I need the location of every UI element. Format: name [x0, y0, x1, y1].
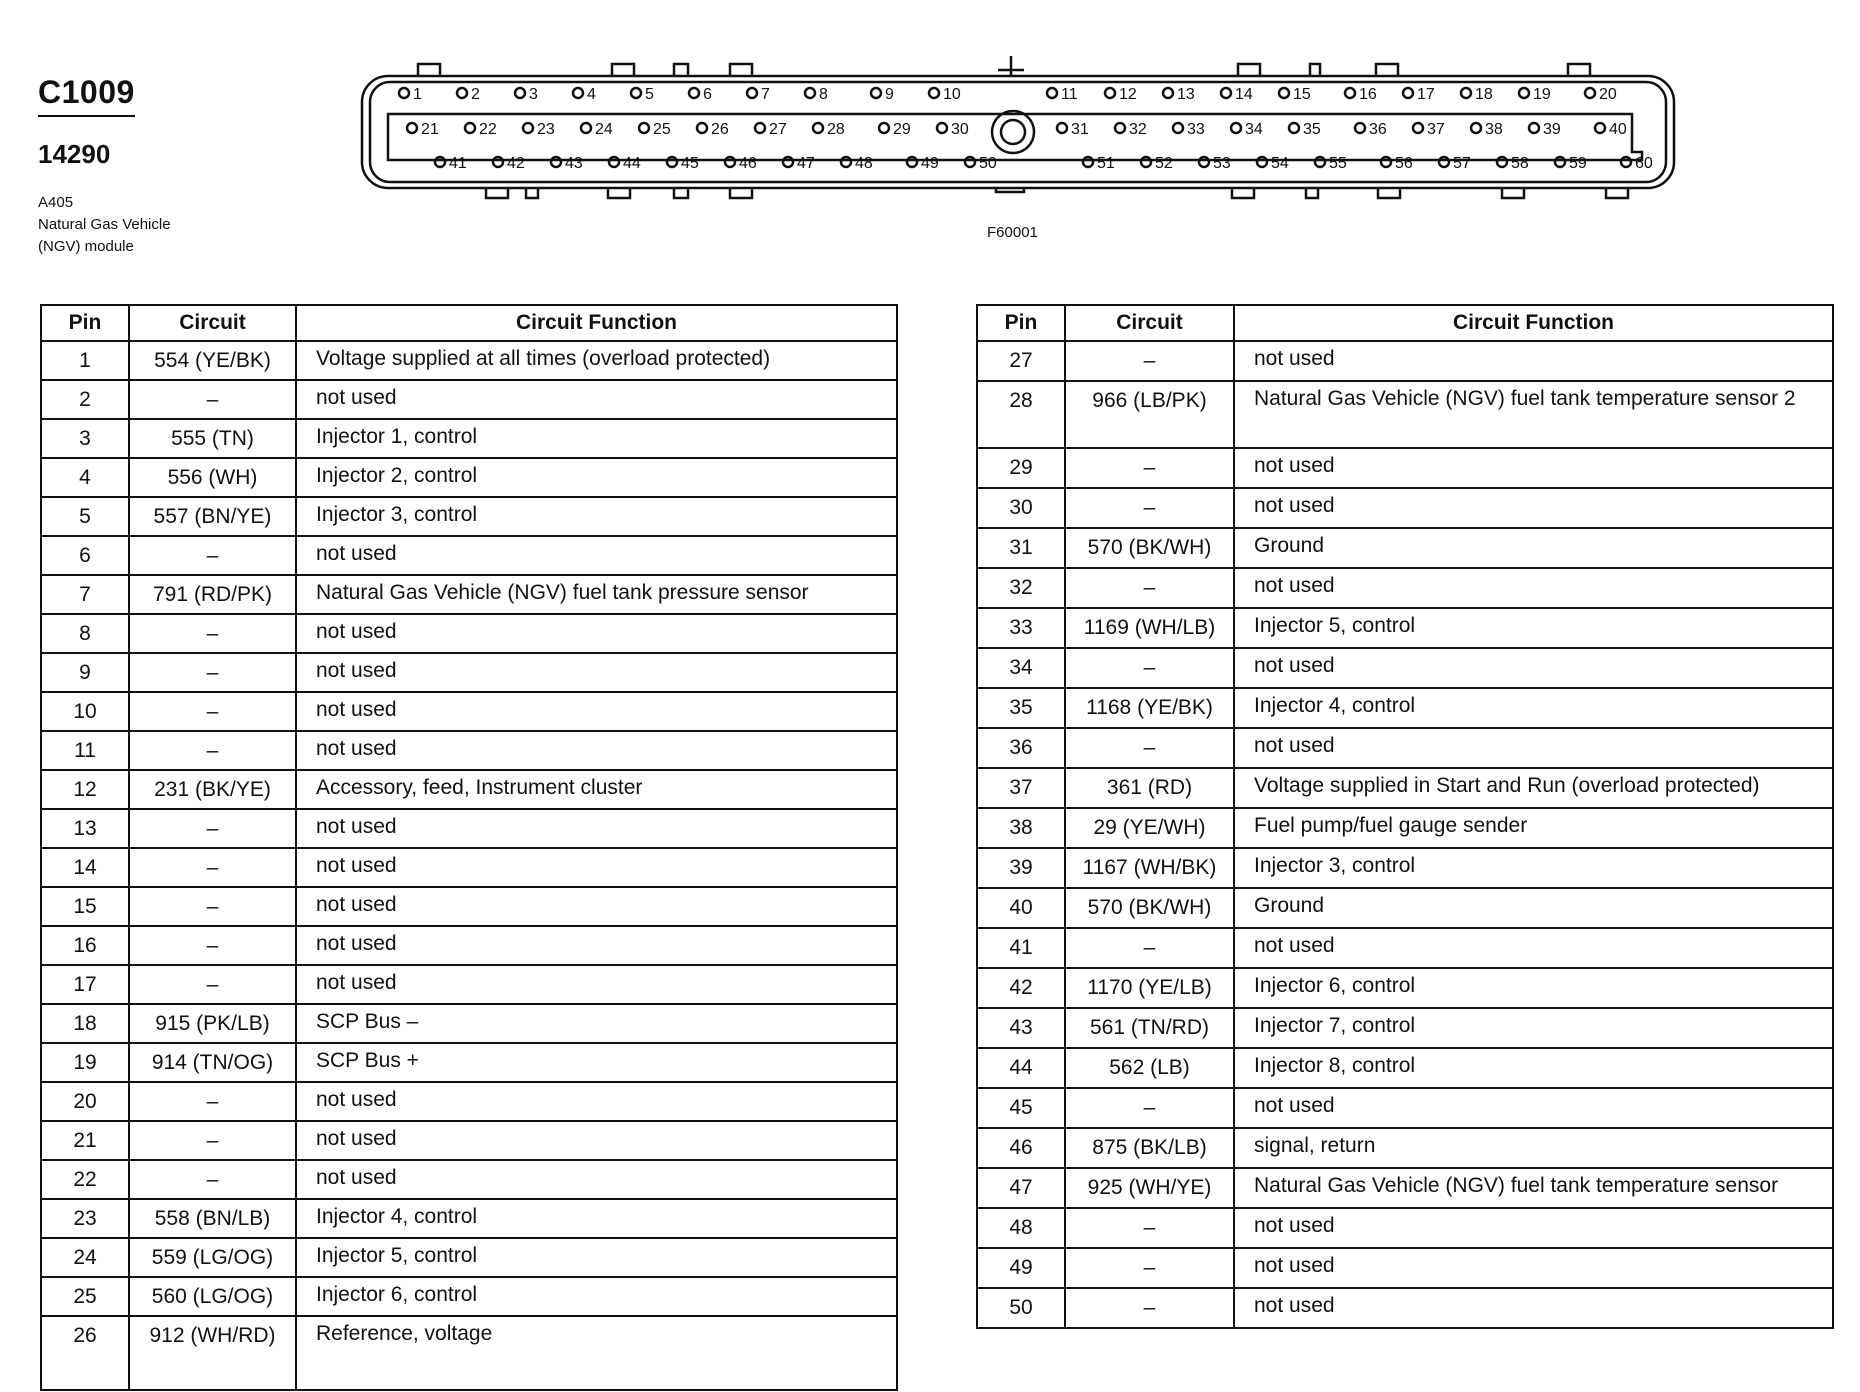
pin-label: 25	[653, 121, 671, 138]
pin-cell: 21	[41, 1121, 129, 1160]
table-row	[41, 497, 897, 536]
pin-label: 14	[1235, 86, 1253, 103]
function-column-header: Circuit Function	[296, 305, 897, 341]
table-row	[41, 653, 897, 692]
function-cell: not used	[1234, 648, 1833, 688]
table-row	[41, 848, 897, 887]
circuit-cell: –	[1065, 648, 1234, 688]
pin-cell: 6	[41, 536, 129, 575]
circuit-cell: –	[129, 536, 296, 575]
pin-cell: 41	[977, 928, 1065, 968]
header-row	[977, 305, 1833, 341]
pin-label: 10	[943, 86, 961, 103]
pin-cell: 17	[41, 965, 129, 1004]
table-row	[41, 380, 897, 419]
table-row	[977, 1208, 1833, 1248]
pin-cell: 19	[41, 1043, 129, 1082]
pin-cell: 20	[41, 1082, 129, 1121]
circuit-cell: 554 (YE/BK)	[129, 341, 296, 380]
pin-column-header: Pin	[977, 305, 1065, 341]
pin-label: 48	[855, 155, 873, 172]
table-row	[977, 688, 1833, 728]
pin-cell: 2	[41, 380, 129, 419]
pin-label: 42	[507, 155, 525, 172]
table-row	[41, 770, 897, 809]
pin-label: 32	[1129, 121, 1147, 138]
pin-label: 56	[1395, 155, 1413, 172]
function-cell: Fuel pump/fuel gauge sender	[1234, 808, 1833, 848]
pin-cell: 11	[41, 731, 129, 770]
table-row	[977, 888, 1833, 928]
pin-label: 52	[1155, 155, 1173, 172]
table-row	[41, 536, 897, 575]
circuit-cell: 561 (TN/RD)	[1065, 1008, 1234, 1048]
table-row	[977, 488, 1833, 528]
pin-cell: 13	[41, 809, 129, 848]
function-cell: not used	[1234, 488, 1833, 528]
table-row	[41, 731, 897, 770]
pin-cell: 39	[977, 848, 1065, 888]
function-cell: not used	[296, 1160, 897, 1199]
pin-cell: 22	[41, 1160, 129, 1199]
function-cell: signal, return	[1234, 1128, 1833, 1168]
pin-cell: 16	[41, 926, 129, 965]
pin-label: 21	[421, 121, 439, 138]
pin-label: 47	[797, 155, 815, 172]
function-cell: not used	[296, 887, 897, 926]
function-cell: Accessory, feed, Instrument cluster	[296, 770, 897, 809]
function-cell: Natural Gas Vehicle (NGV) fuel tank temperature sensor	[1234, 1168, 1833, 1208]
circuit-cell: –	[1065, 488, 1234, 528]
pin-cell: 37	[977, 768, 1065, 808]
table-row	[977, 1008, 1833, 1048]
table-row	[41, 1004, 897, 1043]
table-row	[977, 928, 1833, 968]
pin-label: 30	[951, 121, 969, 138]
pin-label: 16	[1359, 86, 1377, 103]
circuit-cell: –	[129, 887, 296, 926]
pin-cell: 27	[977, 341, 1065, 381]
table-row	[41, 1043, 897, 1082]
circuit-cell: –	[1065, 448, 1234, 488]
circuit-cell: –	[129, 848, 296, 887]
pin-label: 38	[1485, 121, 1503, 138]
pin-label: 2	[471, 86, 480, 103]
function-cell: not used	[1234, 1088, 1833, 1128]
function-cell: Ground	[1234, 528, 1833, 568]
table-row	[41, 1238, 897, 1277]
pin-cell: 35	[977, 688, 1065, 728]
circuit-cell: 875 (BK/LB)	[1065, 1128, 1234, 1168]
pin-label: 37	[1427, 121, 1445, 138]
table-row	[41, 926, 897, 965]
circuit-cell: –	[1065, 1288, 1234, 1328]
table-row	[977, 968, 1833, 1008]
circuit-cell: 361 (RD)	[1065, 768, 1234, 808]
pinout-table-right	[976, 304, 1834, 1329]
pin-cell: 15	[41, 887, 129, 926]
table-row	[977, 728, 1833, 768]
table-row	[41, 965, 897, 1004]
figure-code: F60001	[987, 224, 1038, 241]
pin-cell: 28	[977, 381, 1065, 448]
pin-label: 20	[1599, 86, 1617, 103]
circuit-cell: 925 (WH/YE)	[1065, 1168, 1234, 1208]
pin-cell: 42	[977, 968, 1065, 1008]
pin-cell: 18	[41, 1004, 129, 1043]
function-cell: Injector 7, control	[1234, 1008, 1833, 1048]
table-row	[41, 575, 897, 614]
function-cell: not used	[296, 653, 897, 692]
circuit-cell: 1169 (WH/LB)	[1065, 608, 1234, 648]
function-cell: not used	[296, 536, 897, 575]
function-cell: SCP Bus –	[296, 1004, 897, 1043]
function-cell: Injector 6, control	[1234, 968, 1833, 1008]
pin-cell: 3	[41, 419, 129, 458]
part-number: 14290	[38, 139, 111, 169]
circuit-cell: 29 (YE/WH)	[1065, 808, 1234, 848]
table-row	[41, 458, 897, 497]
connector-diagram	[0, 0, 1860, 260]
pin-label: 49	[921, 155, 939, 172]
pin-cell: 9	[41, 653, 129, 692]
pin-cell: 26	[41, 1316, 129, 1390]
circuit-cell: 915 (PK/LB)	[129, 1004, 296, 1043]
pin-cell: 38	[977, 808, 1065, 848]
pin-label: 50	[979, 155, 997, 172]
pin-label: 39	[1543, 121, 1561, 138]
pin-cell: 5	[41, 497, 129, 536]
pin-label: 59	[1569, 155, 1587, 172]
function-cell: Ground	[1234, 888, 1833, 928]
function-cell: not used	[1234, 341, 1833, 381]
circuit-cell: –	[129, 1121, 296, 1160]
circuit-cell: –	[1065, 1088, 1234, 1128]
circuit-cell: 562 (LB)	[1065, 1048, 1234, 1088]
circuit-cell: –	[1065, 341, 1234, 381]
table-row	[41, 1199, 897, 1238]
pin-label: 51	[1097, 155, 1115, 172]
function-cell: not used	[296, 692, 897, 731]
circuit-cell: –	[129, 1082, 296, 1121]
module-name: Natural Gas Vehicle (NGV) module	[38, 216, 171, 255]
function-cell: not used	[296, 965, 897, 1004]
pin-label: 12	[1119, 86, 1137, 103]
circuit-cell: 231 (BK/YE)	[129, 770, 296, 809]
circuit-cell: –	[129, 965, 296, 1004]
function-cell: Injector 3, control	[1234, 848, 1833, 888]
circuit-cell: –	[129, 926, 296, 965]
pin-label: 53	[1213, 155, 1231, 172]
circuit-cell: –	[129, 731, 296, 770]
header-row	[41, 305, 897, 341]
pin-column-header: Pin	[41, 305, 129, 341]
circuit-cell: 555 (TN)	[129, 419, 296, 458]
pin-label: 13	[1177, 86, 1195, 103]
circuit-cell: –	[129, 380, 296, 419]
function-cell: not used	[1234, 1288, 1833, 1328]
table-row	[41, 692, 897, 731]
table-row	[977, 568, 1833, 608]
function-cell: Injector 1, control	[296, 419, 897, 458]
pin-label: 5	[645, 86, 654, 103]
function-cell: not used	[1234, 928, 1833, 968]
table-row	[977, 1088, 1833, 1128]
pin-label: 33	[1187, 121, 1205, 138]
function-cell: not used	[296, 809, 897, 848]
pin-label: 43	[565, 155, 583, 172]
pin-label: 4	[587, 86, 596, 103]
pin-cell: 8	[41, 614, 129, 653]
function-cell: not used	[296, 1121, 897, 1160]
pin-cell: 12	[41, 770, 129, 809]
pin-cell: 24	[41, 1238, 129, 1277]
pin-cell: 10	[41, 692, 129, 731]
circuit-cell: 557 (BN/YE)	[129, 497, 296, 536]
circuit-cell: –	[1065, 1248, 1234, 1288]
table-row	[977, 1248, 1833, 1288]
circuit-cell: 966 (LB/PK)	[1065, 381, 1234, 448]
pin-label: 23	[537, 121, 555, 138]
pin-cell: 40	[977, 888, 1065, 928]
pin-cell: 46	[977, 1128, 1065, 1168]
circuit-cell: 556 (WH)	[129, 458, 296, 497]
pin-cell: 47	[977, 1168, 1065, 1208]
function-cell: not used	[1234, 728, 1833, 768]
circuit-column-header: Circuit	[129, 305, 296, 341]
pin-label: 57	[1453, 155, 1471, 172]
pin-label: 46	[739, 155, 757, 172]
pin-label: 27	[769, 121, 787, 138]
pin-cell: 34	[977, 648, 1065, 688]
function-cell: SCP Bus +	[296, 1043, 897, 1082]
pin-cell: 14	[41, 848, 129, 887]
table-row	[977, 608, 1833, 648]
function-cell: not used	[1234, 448, 1833, 488]
circuit-cell: 1167 (WH/BK)	[1065, 848, 1234, 888]
function-cell: Injector 3, control	[296, 497, 897, 536]
table-row	[977, 1128, 1833, 1168]
function-cell: not used	[296, 731, 897, 770]
pin-label: 60	[1635, 155, 1653, 172]
pin-cell: 33	[977, 608, 1065, 648]
pin-label: 7	[761, 86, 770, 103]
pin-label: 6	[703, 86, 712, 103]
table-row	[41, 887, 897, 926]
pin-cell: 29	[977, 448, 1065, 488]
table-row	[977, 381, 1833, 448]
circuit-cell: 560 (LG/OG)	[129, 1277, 296, 1316]
pin-cell: 23	[41, 1199, 129, 1238]
circuit-cell: –	[1065, 1208, 1234, 1248]
pin-label: 15	[1293, 86, 1311, 103]
function-cell: not used	[1234, 568, 1833, 608]
pin-label: 54	[1271, 155, 1289, 172]
table-row	[977, 448, 1833, 488]
pin-cell: 32	[977, 568, 1065, 608]
function-cell: Natural Gas Vehicle (NGV) fuel tank pressure sensor	[296, 575, 897, 614]
circuit-cell: –	[1065, 728, 1234, 768]
circuit-cell: –	[129, 809, 296, 848]
table-row	[977, 848, 1833, 888]
pin-label: 34	[1245, 121, 1263, 138]
function-cell: Natural Gas Vehicle (NGV) fuel tank temperature sensor 2	[1234, 381, 1833, 448]
pin-cell: 7	[41, 575, 129, 614]
function-cell: Injector 5, control	[296, 1238, 897, 1277]
table-row	[977, 808, 1833, 848]
pin-label: 36	[1369, 121, 1387, 138]
pin-label: 1	[413, 86, 422, 103]
function-cell: Injector 4, control	[1234, 688, 1833, 728]
circuit-cell: –	[1065, 568, 1234, 608]
table-row	[41, 1160, 897, 1199]
function-cell: not used	[296, 926, 897, 965]
table-row	[41, 1277, 897, 1316]
function-cell: Voltage supplied in Start and Run (overload protected)	[1234, 768, 1833, 808]
pin-label: 28	[827, 121, 845, 138]
circuit-cell: 912 (WH/RD)	[129, 1316, 296, 1390]
table-row	[41, 1316, 897, 1390]
table-row	[41, 341, 897, 380]
function-cell: Reference, voltage	[296, 1316, 897, 1390]
module-code: A405	[38, 194, 74, 211]
function-cell: Injector 6, control	[296, 1277, 897, 1316]
pin-label: 45	[681, 155, 699, 172]
pin-label: 22	[479, 121, 497, 138]
pin-label: 44	[623, 155, 641, 172]
table-row	[977, 1168, 1833, 1208]
circuit-cell: 791 (RD/PK)	[129, 575, 296, 614]
function-cell: Voltage supplied at all times (overload protected)	[296, 341, 897, 380]
circuit-cell: 559 (LG/OG)	[129, 1238, 296, 1277]
pin-label: 8	[819, 86, 828, 103]
pin-cell: 4	[41, 458, 129, 497]
table-row	[977, 341, 1833, 381]
pin-label: 58	[1511, 155, 1529, 172]
pin-cell: 31	[977, 528, 1065, 568]
function-column-header: Circuit Function	[1234, 305, 1833, 341]
pin-label: 19	[1533, 86, 1551, 103]
table-row	[977, 1288, 1833, 1328]
table-row	[41, 614, 897, 653]
table-row	[41, 809, 897, 848]
pin-cell: 43	[977, 1008, 1065, 1048]
circuit-cell: 914 (TN/OG)	[129, 1043, 296, 1082]
circuit-cell: –	[129, 692, 296, 731]
pin-cell: 36	[977, 728, 1065, 768]
pin-label: 41	[449, 155, 467, 172]
pin-label: 29	[893, 121, 911, 138]
pin-cell: 50	[977, 1288, 1065, 1328]
circuit-cell: 558 (BN/LB)	[129, 1199, 296, 1238]
function-cell: not used	[1234, 1248, 1833, 1288]
pinout-table-left	[40, 304, 898, 1391]
pin-label: 26	[711, 121, 729, 138]
connector-id: C1009	[38, 74, 135, 117]
pin-label: 40	[1609, 121, 1627, 138]
pin-cell: 25	[41, 1277, 129, 1316]
function-cell: not used	[296, 380, 897, 419]
pin-label: 24	[595, 121, 613, 138]
circuit-cell: 570 (BK/WH)	[1065, 528, 1234, 568]
pin-label: 3	[529, 86, 538, 103]
pin-label: 11	[1061, 86, 1078, 103]
pin-label: 18	[1475, 86, 1493, 103]
function-cell: Injector 4, control	[296, 1199, 897, 1238]
table-row	[977, 768, 1833, 808]
pin-label: 17	[1417, 86, 1435, 103]
function-cell: Injector 8, control	[1234, 1048, 1833, 1088]
pin-cell: 49	[977, 1248, 1065, 1288]
circuit-cell: 570 (BK/WH)	[1065, 888, 1234, 928]
function-cell: Injector 5, control	[1234, 608, 1833, 648]
circuit-cell: –	[129, 1160, 296, 1199]
table-row	[977, 528, 1833, 568]
table-row	[41, 1121, 897, 1160]
pin-label: 35	[1303, 121, 1321, 138]
circuit-cell: –	[1065, 928, 1234, 968]
table-row	[977, 648, 1833, 688]
circuit-cell: –	[129, 614, 296, 653]
function-cell: not used	[296, 1082, 897, 1121]
function-cell: not used	[296, 848, 897, 887]
pin-cell: 45	[977, 1088, 1065, 1128]
pin-cell: 48	[977, 1208, 1065, 1248]
pin-cell: 44	[977, 1048, 1065, 1088]
pin-label: 31	[1071, 121, 1089, 138]
pin-cell: 30	[977, 488, 1065, 528]
table-row	[41, 419, 897, 458]
circuit-column-header: Circuit	[1065, 305, 1234, 341]
function-cell: not used	[296, 614, 897, 653]
circuit-cell: 1170 (YE/LB)	[1065, 968, 1234, 1008]
table-row	[41, 1082, 897, 1121]
pin-label: 9	[885, 86, 894, 103]
pin-cell: 1	[41, 341, 129, 380]
function-cell: Injector 2, control	[296, 458, 897, 497]
pin-label: 55	[1329, 155, 1347, 172]
function-cell: not used	[1234, 1208, 1833, 1248]
circuit-cell: –	[129, 653, 296, 692]
circuit-cell: 1168 (YE/BK)	[1065, 688, 1234, 728]
table-row	[977, 1048, 1833, 1088]
